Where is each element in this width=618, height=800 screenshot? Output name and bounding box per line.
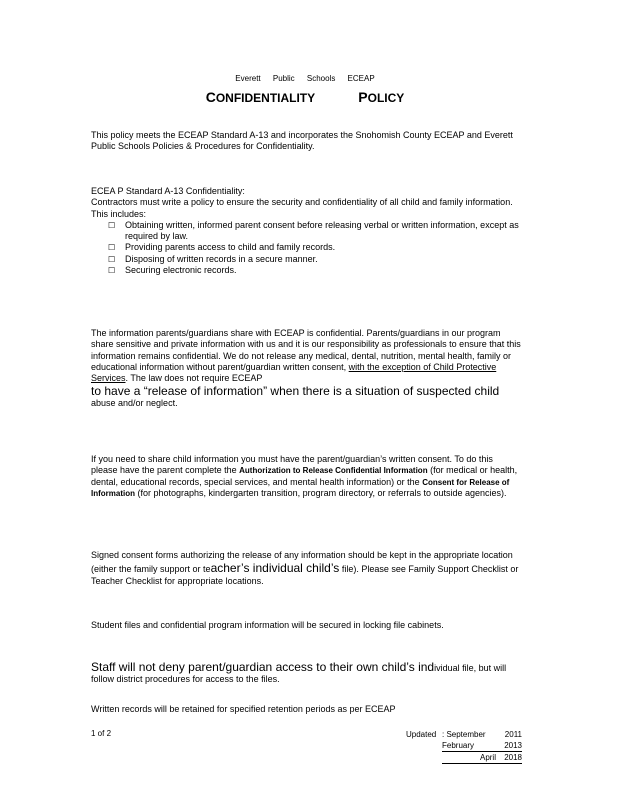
- intro-paragraph: [91, 130, 521, 153]
- updated-row: [406, 740, 522, 752]
- paragraph-text: Written records will be retained for specified retention periods as per ECEAP: [91, 704, 396, 714]
- standard-heading: ECEA P Standard A-13 Confidentiality:: [91, 186, 245, 196]
- list-item: [91, 242, 521, 253]
- checkbox-icon: ☐: [108, 243, 116, 253]
- paragraph-emphasis: Staff will not deny parent/guardian access to their own child’s ind: [91, 660, 435, 674]
- paragraph-text: [91, 328, 521, 384]
- updated-year: 2011: [504, 730, 522, 739]
- paragraph-text: [91, 660, 521, 686]
- paragraph-body: Signed consent forms authorizing the release of any information should be kept in the appropriate location (either the family support or te: [91, 550, 513, 575]
- paragraph-emphasis: acher’s individual child’s: [210, 561, 340, 576]
- checkbox-icon: ☐: [108, 266, 116, 276]
- title-initial-p: P: [358, 89, 368, 105]
- updated-dates: [406, 729, 522, 764]
- paragraph-body: file). Please see Family Support Checklist or Teacher Checklist for appropriate locations.: [91, 564, 519, 586]
- updated-year: 2018: [496, 752, 522, 764]
- checkbox-icon: ☐: [108, 220, 116, 230]
- updated-year: 2013: [496, 740, 522, 752]
- list-item-text: Providing parents access to child and family records.: [125, 242, 336, 253]
- checkbox-icon: ☐: [108, 254, 116, 264]
- standard-list: [91, 220, 521, 276]
- list-item-text: Obtaining written, informed parent consent before releasing verbal or written information, except as required by law.: [125, 219, 519, 242]
- paragraph-body: The information parents/guardians share with ECEAP is confidential. Parents/guardians in our program share sensitive and private information with us and it is our responsibility as professionals to ensure that this information remains confidential. We do not release any medical, dental, nutrition, mental health, family or educational information without parent/guardian written consent,: [91, 328, 521, 372]
- updated-row: [406, 729, 522, 740]
- standard-section: [91, 186, 521, 276]
- student-files-paragraph: [91, 620, 521, 631]
- form-name-authorization: Authorization to Release Confidential Information: [239, 466, 428, 476]
- list-item: [91, 254, 521, 265]
- list-item: [91, 265, 521, 276]
- updated-month: : September: [442, 730, 486, 739]
- list-item-text: Disposing of written records in a secure manner.: [125, 253, 318, 264]
- paragraph-text: [91, 454, 521, 499]
- paragraph-continuation: . The law does not require ECEAP: [125, 373, 263, 384]
- consent-paragraph: [91, 454, 521, 499]
- records-retention-paragraph: [91, 704, 521, 715]
- updated-row: [406, 752, 522, 764]
- release-statement: to have a “release of information” when there is a situation of suspected child: [91, 384, 500, 399]
- cps-exception: with the exception of Child Protective Services: [91, 361, 497, 384]
- list-item-text: Securing electronic records.: [125, 265, 237, 276]
- parent-access-paragraph: [91, 660, 521, 686]
- page-title: [0, 89, 614, 105]
- updated-month: April: [442, 752, 496, 764]
- paragraph-body: (for medical or health, dental, educational records, special services, and mental health information) or the: [91, 465, 518, 487]
- paragraph-body: If you need to share child information you must have the parent/guardian’s written consent. To do this please have the parent complete the: [91, 454, 493, 476]
- title-initial-c: C: [205, 89, 216, 105]
- updated-label: Updated: [406, 730, 437, 739]
- paragraph-text: Student files and confidential program information will be secured in locking file cabinets.: [91, 620, 444, 630]
- list-item: [91, 220, 521, 243]
- form-name-consent: Consent for Release of Information: [91, 477, 510, 498]
- page-number: 1 of 2: [91, 729, 112, 738]
- title-word-confidentiality: ONFIDENTIALITY: [215, 91, 315, 105]
- intro-text: This policy meets the ECEAP Standard A-13 and incorporates the Snohomish County ECEAP and Everett Public Schools Policies & Procedures for Confidentiality.: [91, 130, 513, 152]
- standard-text: Contractors must write a policy to ensure the security and confidentiality of all child and family information. This includes:: [91, 197, 513, 219]
- forms-storage-paragraph: [91, 550, 521, 587]
- paragraph-body: ividual file, but will follow district procedures for access to the files.: [91, 663, 507, 685]
- confidentiality-paragraph: [91, 328, 521, 410]
- title-word-policy: OLICY: [367, 91, 405, 105]
- org-header: Everett Public Schools ECEAP: [235, 74, 375, 83]
- updated-month: February: [442, 740, 496, 752]
- paragraph-text: [91, 550, 521, 587]
- paragraph-body: (for photographs, kindergarten transition, program directory, or referrals to outside agencies).: [137, 487, 507, 498]
- paragraph-end: abuse and/or neglect.: [91, 398, 178, 409]
